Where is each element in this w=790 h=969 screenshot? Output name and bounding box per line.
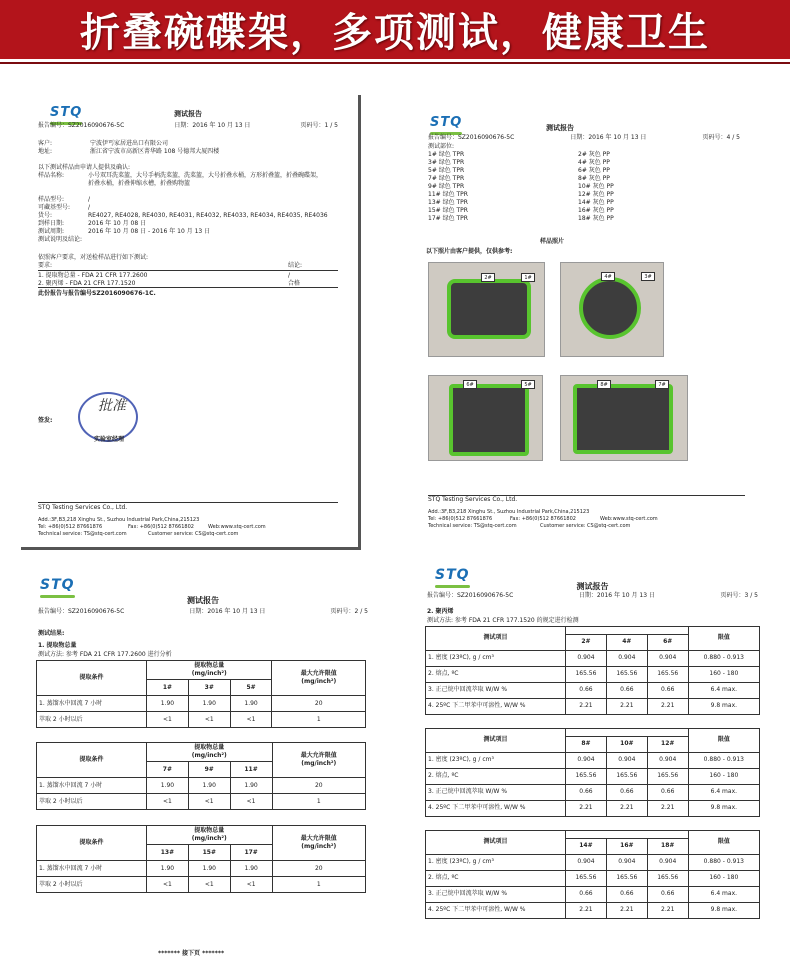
row-label: 2. 熔点, ºC (426, 871, 566, 887)
row-limit: 9.8 max. (688, 699, 759, 715)
client: 宁波伊丐家居进出口有限公司 (90, 140, 169, 147)
row-value: <1 (147, 794, 189, 810)
row-value: 2.21 (647, 699, 688, 715)
report-date: 日期：2016 年 10 月 13 日 (189, 608, 266, 615)
row-value: 0.66 (647, 683, 688, 699)
request-2-result: 合格 (288, 280, 301, 287)
row-value: 165.56 (566, 769, 607, 785)
address: 浙江省宁波市高新区菁华路 108 号德邦大厦四楼 (90, 148, 220, 155)
footer-web: Web:www.stq-cert.com (208, 524, 266, 530)
row-value: 165.56 (566, 667, 607, 683)
row-value: <1 (147, 712, 189, 728)
footer-tel: Tel: +86(0)512 87661876 (428, 516, 493, 522)
item-no-label: 货号: (38, 212, 53, 220)
footer-fax: Fax: +86(0)512 87661802 (128, 524, 194, 530)
client-label: 客户: (38, 140, 53, 147)
row-limit: 160 - 180 (688, 871, 759, 887)
table-row (426, 785, 760, 801)
part-row (428, 207, 728, 215)
part-left: 15# 绿色 TPR (428, 207, 468, 214)
row-value: 2.21 (606, 699, 647, 715)
stq-logo: STQ (435, 566, 470, 585)
row-value: <1 (147, 877, 189, 893)
page-number: 页码号：1 / 5 (300, 122, 338, 129)
table-row (37, 794, 366, 810)
row-label: 1. 密度 (23ºC), g / cm³ (426, 855, 566, 871)
table-row (37, 712, 366, 728)
page-number: 页码号：2 / 5 (330, 608, 368, 615)
intro: 以下测试样品由申请人提供及确认: (38, 164, 131, 171)
part-row (428, 191, 728, 199)
sample-col: 6# (647, 635, 688, 651)
photo-1: 2# 1# (428, 262, 545, 357)
row-value: 2.21 (566, 903, 607, 919)
row-limit: 160 - 180 (688, 667, 759, 683)
row-value: 165.56 (647, 871, 688, 887)
col-total: 提取物总量 (mg/inch²) (147, 661, 272, 680)
pp-table (425, 728, 760, 817)
sample-name-label: 样品名称: (38, 172, 65, 179)
footer-customer: Customer service: CS@stq-cert.com (148, 531, 239, 537)
section-heading: 1. 提取物总量 (38, 642, 77, 649)
row-limit: 6.4 max. (688, 683, 759, 699)
sample-col: 10# (606, 737, 647, 753)
row-value: 1.90 (230, 696, 272, 712)
page-title: 测试报告 (546, 124, 574, 132)
row-value: 0.66 (566, 785, 607, 801)
report-date: 日期：2016 年 10 月 13 日 (174, 122, 251, 129)
row-value: 2.21 (647, 801, 688, 817)
address-label: 地址: (38, 148, 53, 155)
part-right: 2# 灰色 PP (578, 151, 610, 158)
row-label: 3. 正己烷中回流萃取 W/W % (426, 887, 566, 903)
row-value: 165.56 (647, 667, 688, 683)
pp-table (425, 626, 760, 715)
row-limit: 160 - 180 (688, 769, 759, 785)
table-row (426, 903, 760, 919)
continued: ******* 接下页 ******* (158, 950, 225, 957)
row-value: 0.904 (647, 753, 688, 769)
row-label: 1. 密度 (23ºC), g / cm³ (426, 651, 566, 667)
row-limit: 0.880 - 0.913 (688, 651, 759, 667)
row-label: 萃取 2 小时以后 (37, 794, 147, 810)
part-right: 4# 灰色 PP (578, 159, 610, 166)
sample-col: 14# (566, 839, 607, 855)
sample-col: 18# (647, 839, 688, 855)
row-limit: 9.8 max. (688, 801, 759, 817)
sample-col: 12# (647, 737, 688, 753)
row-value: 165.56 (647, 769, 688, 785)
row-value: 0.66 (566, 887, 607, 903)
col-item: 测试项目 (426, 831, 566, 855)
col-total: 提取物总量 (mg/inch²) (147, 826, 273, 845)
table-row (426, 753, 760, 769)
footer-address: Add.:3F,B3,218 Xinghu St., Suzhou Industrial Park,China,215123 (428, 509, 590, 515)
extract-table (36, 660, 366, 728)
table-row (426, 769, 760, 785)
part-right: 16# 灰色 PP (578, 207, 614, 214)
section-heading: 2. 聚丙烯 (427, 608, 454, 615)
row-limit: 0.880 - 0.913 (688, 753, 759, 769)
col-max: 最大允许限值 (mg/inch²) (272, 661, 366, 696)
sample-col: 4# (606, 635, 647, 651)
row-value: 0.66 (647, 887, 688, 903)
row-value: 0.904 (606, 855, 647, 871)
row-value: 1.90 (188, 861, 230, 877)
row-value: 0.66 (566, 683, 607, 699)
report-page-2 (18, 572, 388, 962)
base-model-value: / (88, 204, 91, 212)
row-value: <1 (230, 712, 272, 728)
page-title: 测试报告 (187, 596, 219, 605)
model-value: / (88, 196, 91, 204)
footer-tech: Technical service: TS@stq-cert.com (38, 531, 127, 537)
row-value: <1 (188, 877, 230, 893)
part-left: 11# 绿色 TPR (428, 191, 468, 198)
method: 测试方法: 参考 FDA 21 CFR 177.1520 的规定进行检测 (427, 617, 579, 624)
row-label: 2. 熔点, ºC (426, 769, 566, 785)
table-row (426, 683, 760, 699)
row-max: 1 (272, 877, 365, 893)
row-label: 1. 密度 (23ºC), g / cm³ (426, 753, 566, 769)
stamp-title: 实验室经理 (94, 436, 125, 443)
conclusion-label: 测试说明及结论: (38, 236, 83, 244)
part-row (428, 159, 728, 167)
row-value: 2.21 (606, 903, 647, 919)
row-value: <1 (188, 794, 230, 810)
row-value: 0.904 (606, 753, 647, 769)
method: 测试方法: 参考 FDA 21 CFR 177.2600 进行分析 (38, 651, 172, 658)
row-max: 20 (272, 861, 365, 877)
row-value: <1 (230, 794, 272, 810)
footer-company: STQ Testing Services Co., Ltd. (428, 496, 518, 503)
row-value: 0.66 (647, 785, 688, 801)
table-row (37, 877, 366, 893)
report-page-1 (18, 92, 358, 547)
sample-col: 11# (230, 762, 272, 778)
row-value: 0.904 (566, 855, 607, 871)
col-item: 测试项目 (426, 729, 566, 753)
row-label: 1. 蒸馏水中回流 7 小时 (37, 778, 147, 794)
row-value: 165.56 (566, 871, 607, 887)
row-limit: 9.8 max. (688, 903, 759, 919)
photo-title: 样品照片 (540, 238, 565, 245)
row-label: 2. 熔点, ºC (426, 667, 566, 683)
footer-tech: Technical service: TS@stq-cert.com (428, 523, 517, 529)
col-limit: 限值 (688, 729, 759, 753)
part-right: 6# 灰色 PP (578, 167, 610, 174)
page-number: 页码号：3 / 5 (720, 592, 758, 599)
row-value: 1.90 (147, 861, 189, 877)
row-limit: 6.4 max. (688, 887, 759, 903)
report-number: 报告编号：SZ2016090676-5C (427, 592, 514, 599)
row-max: 1 (272, 794, 365, 810)
sample-col: 8# (566, 737, 607, 753)
report-meta (427, 592, 758, 600)
footer-fax: Fax: +86(0)512 87661802 (510, 516, 576, 522)
sign-label: 签发: (38, 417, 53, 424)
request-intro: 依照客户要求，对送检样品进行如下测试: (38, 254, 149, 261)
test-period-value: 2016 年 10 月 08 日 - 2016 年 10 月 13 日 (88, 228, 211, 236)
report-page-4 (410, 92, 765, 547)
row-value: 0.904 (647, 855, 688, 871)
row-value: 2.21 (647, 903, 688, 919)
result-heading: 测试结果: (38, 630, 65, 637)
row-value: 0.904 (566, 753, 607, 769)
report-number: 报告编号：SZ2016090676-5C (38, 122, 125, 129)
extract-table (36, 825, 366, 893)
table-row (426, 871, 760, 887)
part-left: 7# 绿色 TPR (428, 175, 465, 182)
row-value: <1 (230, 877, 272, 893)
report-date: 日期：2016 年 10 月 13 日 (570, 134, 647, 141)
row-label: 1. 蒸馏水中回流 7 小时 (37, 696, 147, 712)
table-row (426, 801, 760, 817)
footer-web: Web:www.stq-cert.com (600, 516, 658, 522)
col-item: 测试项目 (426, 627, 566, 651)
row-value: <1 (188, 712, 230, 728)
request-label: 要求: (38, 262, 53, 269)
result-label: 结论: (288, 262, 303, 269)
row-value: 1.90 (230, 778, 272, 794)
row-label: 4. 25ºC 下二甲苯中可溶性, W/W % (426, 801, 566, 817)
footer-company: STQ Testing Services Co., Ltd. (38, 504, 128, 511)
row-limit: 6.4 max. (688, 785, 759, 801)
request-1-result: / (288, 272, 291, 279)
row-label: 1. 蒸馏水中回流 7 小时 (37, 861, 147, 877)
row-value: 165.56 (606, 871, 647, 887)
sample-col: 15# (188, 845, 230, 861)
part-right: 14# 灰色 PP (578, 199, 614, 206)
row-value: 0.904 (606, 651, 647, 667)
table-row (426, 699, 760, 715)
part-left: 13# 绿色 TPR (428, 199, 468, 206)
footer-customer: Customer service: CS@stq-cert.com (540, 523, 631, 529)
table-row (426, 651, 760, 667)
row-max: 20 (272, 778, 365, 794)
part-left: 17# 绿色 TPR (428, 215, 468, 222)
report-meta (38, 122, 338, 130)
report-meta (38, 608, 368, 616)
row-label: 萃取 2 小时以后 (37, 712, 147, 728)
row-value: 0.66 (606, 887, 647, 903)
row-value: 0.66 (606, 785, 647, 801)
request-1: 1. 提取物总量 - FDA 21 CFR 177.2600 (38, 272, 148, 279)
page-title: 测试报告 (174, 110, 202, 118)
note: 此份报告与报告编号SZ2016090676-1C. (38, 290, 156, 297)
parts-title: 测试部位: (428, 143, 455, 150)
part-row (428, 215, 728, 223)
footer-address: Add.:3F,B3,218 Xinghu St., Suzhou Industrial Park,China,215123 (38, 517, 200, 523)
part-right: 18# 灰色 PP (578, 215, 614, 222)
banner (0, 0, 790, 62)
sample-col: 2# (566, 635, 607, 651)
col-condition: 提取条件 (37, 743, 147, 778)
row-value: 1.90 (230, 861, 272, 877)
row-label: 3. 正己烷中回流萃取 W/W % (426, 683, 566, 699)
row-value: 1.90 (188, 778, 230, 794)
col-max: 最大允许限值 (mg/inch²) (272, 743, 365, 778)
sample-col: 9# (188, 762, 230, 778)
table-row (426, 667, 760, 683)
row-label: 4. 25ºC 下二甲苯中可溶性, W/W % (426, 699, 566, 715)
row-value: 2.21 (566, 801, 607, 817)
row-value: 0.904 (647, 651, 688, 667)
part-row (428, 167, 728, 175)
table-row (426, 887, 760, 903)
part-right: 12# 灰色 PP (578, 191, 614, 198)
report-date: 日期：2016 年 10 月 13 日 (578, 592, 655, 599)
stq-logo: STQ (40, 576, 75, 595)
row-value: 165.56 (606, 667, 647, 683)
footer-tel: Tel: +86(0)512 87661876 (38, 524, 103, 530)
row-value: 2.21 (606, 801, 647, 817)
report-number: 报告编号：SZ2016090676-5C (38, 608, 125, 615)
row-value: 0.66 (606, 683, 647, 699)
row-label: 萃取 2 小时以后 (37, 877, 147, 893)
col-condition: 提取条件 (37, 826, 147, 861)
col-limit: 限值 (688, 627, 759, 651)
model-label: 样品型号: (38, 196, 65, 203)
part-left: 3# 绿色 TPR (428, 159, 465, 166)
sample-name-2: 折叠水桶，折叠伸缩水槽，折叠购物篮 (88, 180, 191, 188)
row-limit: 0.880 - 0.913 (688, 855, 759, 871)
extract-table (36, 742, 366, 810)
test-period-label: 测试周期: (38, 228, 65, 236)
row-label: 4. 25ºC 下二甲苯中可溶性, W/W % (426, 903, 566, 919)
banner-title: 折叠碗碟架，多项测试，健康卫生 (80, 9, 710, 56)
row-value: 1.90 (147, 696, 189, 712)
col-total: 提取物总量 (mg/inch²) (147, 743, 273, 762)
row-value: 2.21 (566, 699, 607, 715)
table-row (37, 861, 366, 877)
row-label: 3. 正己烷中回流萃取 W/W % (426, 785, 566, 801)
sample-col: 5# (230, 680, 272, 696)
part-row (428, 183, 728, 191)
col-max: 最大允许限值 (mg/inch²) (272, 826, 365, 861)
sample-col: 7# (147, 762, 189, 778)
receive-date-label: 到样日期: (38, 220, 65, 228)
pp-table (425, 830, 760, 919)
sample-col: 3# (188, 680, 230, 696)
stq-logo: STQ (50, 104, 82, 122)
signature: 批准 (98, 398, 126, 414)
part-left: 1# 绿色 TPR (428, 151, 465, 158)
request-2: 2. 聚丙烯 - FDA 21 CFR 177.1520 (38, 280, 136, 287)
sample-col: 13# (147, 845, 189, 861)
table-row (37, 778, 366, 794)
photo-2: 4# 3# (560, 262, 664, 357)
part-right: 10# 灰色 PP (578, 183, 614, 190)
sample-name-1: 小号双耳洗菜篮，大号手柄洗菜篮，洗菜篮，大号折叠水桶，方形折叠篮，折叠碗碟架， (88, 172, 323, 179)
part-left: 5# 绿色 TPR (428, 167, 465, 174)
table-row (37, 696, 366, 712)
sample-col: 17# (230, 845, 272, 861)
part-row (428, 151, 728, 159)
base-model-label: 可藏基型号: (38, 204, 71, 212)
sample-col: 16# (606, 839, 647, 855)
photo-4: 8# 7# (560, 375, 688, 461)
row-max: 1 (272, 712, 366, 728)
item-no-value: RE4027, RE4028, RE4030, RE4031, RE4032, RE4033, RE4034, RE4035, RE4036 (88, 212, 328, 220)
table-row (426, 855, 760, 871)
part-row (428, 199, 728, 207)
row-value: 0.904 (566, 651, 607, 667)
sample-col: 1# (147, 680, 189, 696)
report-page-3 (415, 560, 770, 940)
row-value: 165.56 (606, 769, 647, 785)
stq-logo: STQ (430, 114, 462, 132)
col-condition: 提取条件 (37, 661, 147, 696)
page-number: 页码号：4 / 5 (702, 134, 740, 141)
report-meta (428, 134, 740, 142)
row-value: 1.90 (147, 778, 189, 794)
row-value: 1.90 (188, 696, 230, 712)
page-title: 测试报告 (576, 582, 609, 591)
receive-date-value: 2016 年 10 月 08 日 (88, 220, 147, 228)
report-number: 报告编号：SZ2016090676-5C (428, 134, 515, 141)
photo-note: 以下照片由客户提供，仅供参考: (426, 248, 513, 255)
photo-3: 6# 5# (428, 375, 543, 461)
row-max: 20 (272, 696, 366, 712)
part-left: 9# 绿色 TPR (428, 183, 465, 190)
col-limit: 限值 (688, 831, 759, 855)
part-row (428, 175, 728, 183)
part-right: 8# 灰色 PP (578, 175, 610, 182)
